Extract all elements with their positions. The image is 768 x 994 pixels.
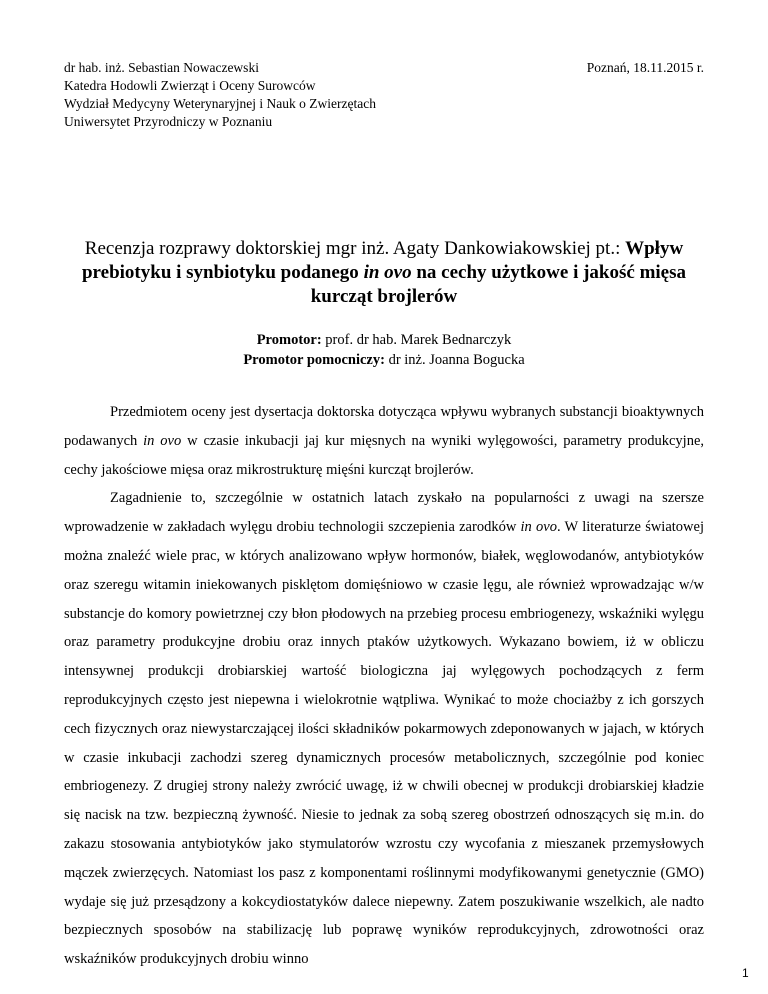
paragraph-1-italic: in ovo <box>143 432 182 449</box>
paragraph-2-text-a: Zagadnienie to, szczególnie w ostatnich latach zyskało na popularności z uwagi na szersze wprowadzenie w zakładach wylęgu drobiu technologii szczepienia zarodków <box>64 490 704 536</box>
promotor-label: Promotor: <box>256 332 322 348</box>
promotor-line <box>64 331 704 351</box>
paragraph-1 <box>64 398 704 484</box>
paragraph-2 <box>64 484 704 974</box>
review-title <box>64 237 704 309</box>
paragraph-2-text-b: . W literaturze światowej można znaleźć wiele prac, w których analizowano wpływ hormonów, białek, węglowodanów, antybiotyków oraz szeregu witamin iniekowanych pisklętom domięśniowo w czasie lęgu, ale również wprowadzając w/w substancje do komory powietrznej czy błon płodowych na przebieg procesu embriogenezy, wskaźniki wylęgu oraz parametry produkcyjne drobiu oraz innych ptaków użytkowych. Wykazano bowiem, iż w obliczu intensywnej produkcji drobiarskiej wartość biologiczna jaj wylęgowych pochodzących z ferm reprodukcyjnych często jest niepewna i wielokrotnie wątpliwa. Wynikać to może chociażby z ich gorszych cech fizycznych oraz niewystarczającej ilości składników pokarmowych zdeponowanych w jajach, w których w czasie inkubacji zachodzi szereg dynamicznych procesów metabolicznych, szczególnie pod koniec embriogenezy. Z drugiej strony należy zwrócić uwagę, iż w chwili obecnej w produkcji drobiarskiej kładzie się nacisk na tzw. bezpieczną żywność. Niesie to jednak za sobą szereg obostrzeń odnoszących się m.in. do zakazu stosowania antybiotyków jako stymulatorów wzrostu czy wycofania z mieszanek przemysłowych mączek zwierzęcych. Natomiast los pasz z komponentami roślinnymi modyfikowanymi genetycznie (GMO) wydaje się już przesądzony a kokcydiostatyków dalece niepewny. Zatem poszukiwanie wszelkich, ale nadto bezpiecznych sposobów na stabilizację lub poprawę wyników reprodukcyjnych, zdrowotności oraz wskaźników produkcyjnych drobiu winno <box>64 519 704 968</box>
assistant-promotor-label: Promotor pomocniczy: <box>243 351 385 368</box>
promoters-block <box>64 331 704 370</box>
paragraph-1-text-a: Przedmiotem oceny jest dysertacja doktorska dotycząca wpływu wybranych substancji bioaktywnych podawanych <box>64 404 704 449</box>
place-date: Poznań, 18.11.2015 r. <box>586 60 704 75</box>
faculty-name: Wydział Medycyny Weterynaryjnej i Nauk o Zwierzętach <box>64 96 376 111</box>
page-number: 1 <box>742 966 749 980</box>
paragraph-1-text-b: w czasie inkubacji jaj kur mięsnych na wyniki wylęgowości, parametry produkcyjne, cechy jakościowe mięsa oraz mikrostrukturę mięśni kurcząt brojlerów. <box>64 432 705 478</box>
paragraph-2-italic: in ovo <box>520 519 557 536</box>
assistant-promotor-value: dr inż. Joanna Bogucka <box>384 351 525 368</box>
title-bold-part1: Wpływ prebiotyku i synbiotyku podanego <box>81 238 684 283</box>
author-affiliation-block <box>64 59 376 131</box>
assistant-promotor-line <box>64 351 704 371</box>
university-name: Uniwersytet Przyrodniczy w Poznaniu <box>64 114 273 129</box>
department-name: Katedra Hodowli Zwierząt i Oceny Surowców <box>64 78 316 93</box>
title-italic-in-ovo: in ovo <box>363 262 412 283</box>
body-text <box>64 398 704 974</box>
promotor-value: prof. dr hab. Marek Bednarczyk <box>321 332 512 348</box>
title-intro: Recenzja rozprawy doktorskiej mgr inż. Agaty Dankowiakowskiej pt.: <box>84 238 626 259</box>
title-bold-part2: na cechy użytkowe i jakość mięsa kurcząt brojlerów <box>310 262 687 307</box>
author-name: dr hab. inż. Sebastian Nowaczewski <box>64 60 259 75</box>
